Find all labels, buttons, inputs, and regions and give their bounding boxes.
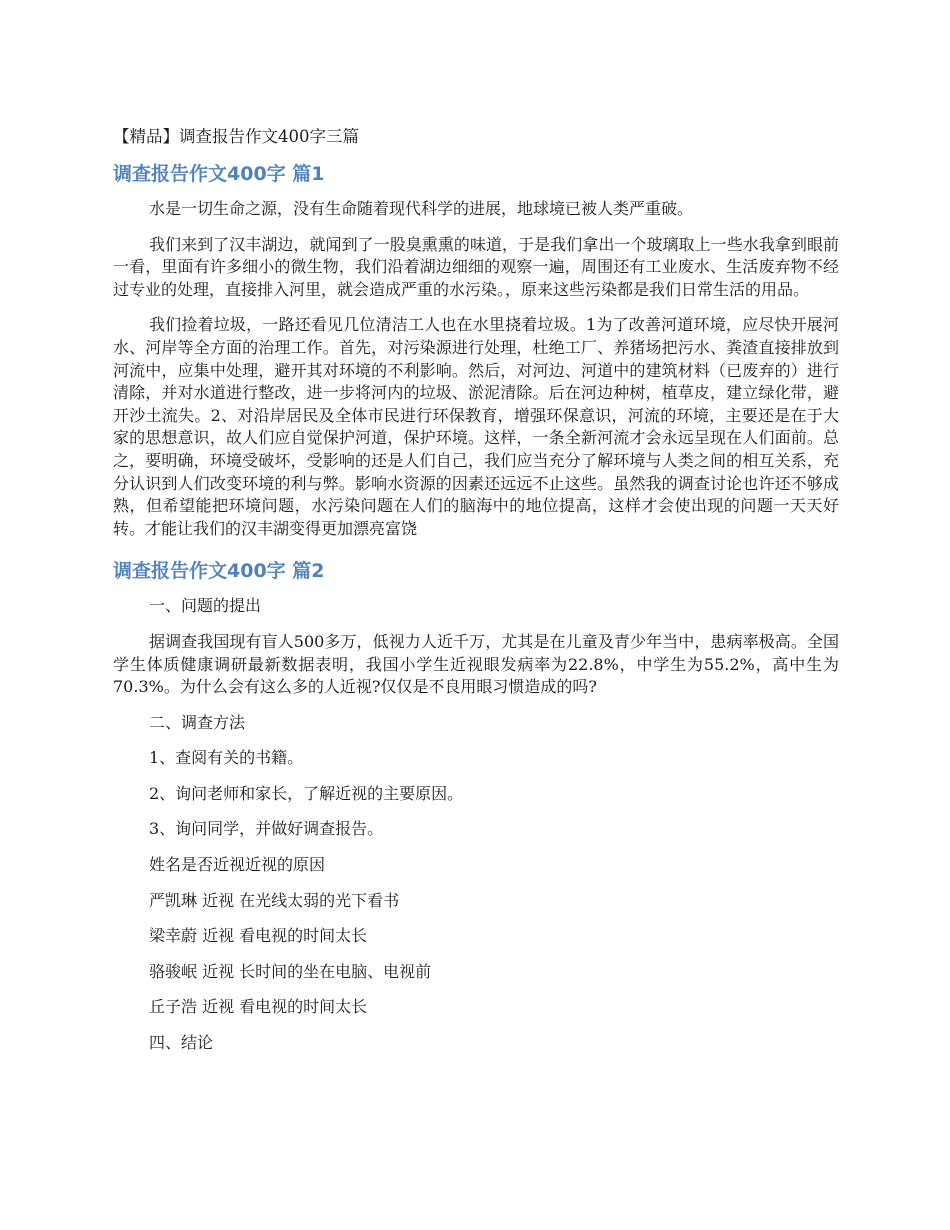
- paragraph: 我们来到了汉丰湖边，就闻到了一股臭熏熏的味道，于是我们拿出一个玻璃取上一些水我拿到眼前一看，里面有许多细小的微生物，我们沿着湖边细细的观察一遍，周围还有工业废水、生活废弃物不经过专业的处理，直接排入河里，就会造成严重的水污染。，原来这些污染都是我们日常生活的用品。: [113, 234, 839, 299]
- paragraph: 骆骏岷 近视 长时间的坐在电脑、电视前: [149, 961, 432, 981]
- section-1: [113, 160, 839, 540]
- paragraph: 1、查阅有关的书籍。: [149, 748, 304, 768]
- paragraph: 二、调查方法: [149, 712, 246, 732]
- section-2: [113, 557, 839, 1054]
- document-page: [113, 124, 839, 1068]
- paragraph: 3、询问同学，并做好调查报告。: [149, 819, 384, 839]
- paragraph: 2、询问老师和家长，了解近视的主要原因。: [149, 783, 464, 803]
- paragraph: 丘子浩 近视 看电视的时间太长: [149, 997, 368, 1017]
- paragraph: 四、结论: [149, 1033, 214, 1053]
- paragraph: 据调查我国现有盲人500多万，低视力人近千万，尤其是在儿童及青少年当中，患病率极高。全国学生体质健康调研最新数据表明，我国小学生近视眼发病率为22.8%，中学生为55.2%，高中生为70.3%。为什么会有这么多的人近视?仅仅是不良用眼习惯造成的吗?: [113, 631, 839, 697]
- paragraph: 一、问题的提出: [149, 596, 262, 616]
- paragraph: 我们捡着垃圾，一路还看见几位清洁工人也在水里挠着垃圾。1为了改善河道环境，应尽快开展河水、河岸等全方面的治理工作。首先，对污染源进行处理，杜绝工厂、养猪场把污水、粪渣直接排放到河流中，应集中处理，避开其对环境的不利影响。然后，对河边、河道中的建筑材料（已废弃的）进行清除，并对水道进行整改，进一步将河内的垃圾、淤泥清除。后在河边种树，植草皮，建立绿化带，避开沙土流失。2、对沿岸居民及全体市民进行环保教育，增强环保意识，河流的环境，主要还是在于大家的思想意识，故人们应自觉保护河道，保护环境。这样，一条全新河流才会永远呈现在人们面前。总之，要明确，环境受破坏，受影响的还是人们自己，我们应当充分了解环境与人类之间的相互关系，充分认识到人们改变环境的利与弊。影响水资源的因素还远远不止这些。虽然我的调查讨论也许还不够成熟，但希望能把环境问题，水污染问题在人们的脑海中的地位提高，这样才会使出现的问题一天天好转。才能让我们的汉丰湖变得更加漂亮富饶: [113, 315, 839, 538]
- section-heading: 调查报告作文400字 篇1: [113, 163, 325, 185]
- paragraph: 梁幸蔚 近视 看电视的时间太长: [149, 926, 368, 946]
- paragraph: 姓名是否近视近视的原因: [149, 855, 326, 875]
- section-heading: 调查报告作文400字 篇2: [113, 560, 325, 583]
- paragraph: 严凯琳 近视 在光线太弱的光下看书: [149, 890, 400, 910]
- document-title: 【精品】调查报告作文400字三篇: [113, 127, 359, 146]
- paragraph: 水是一切生命之源，没有生命随着现代科学的进展，地球境已被人类严重破。: [149, 199, 694, 218]
